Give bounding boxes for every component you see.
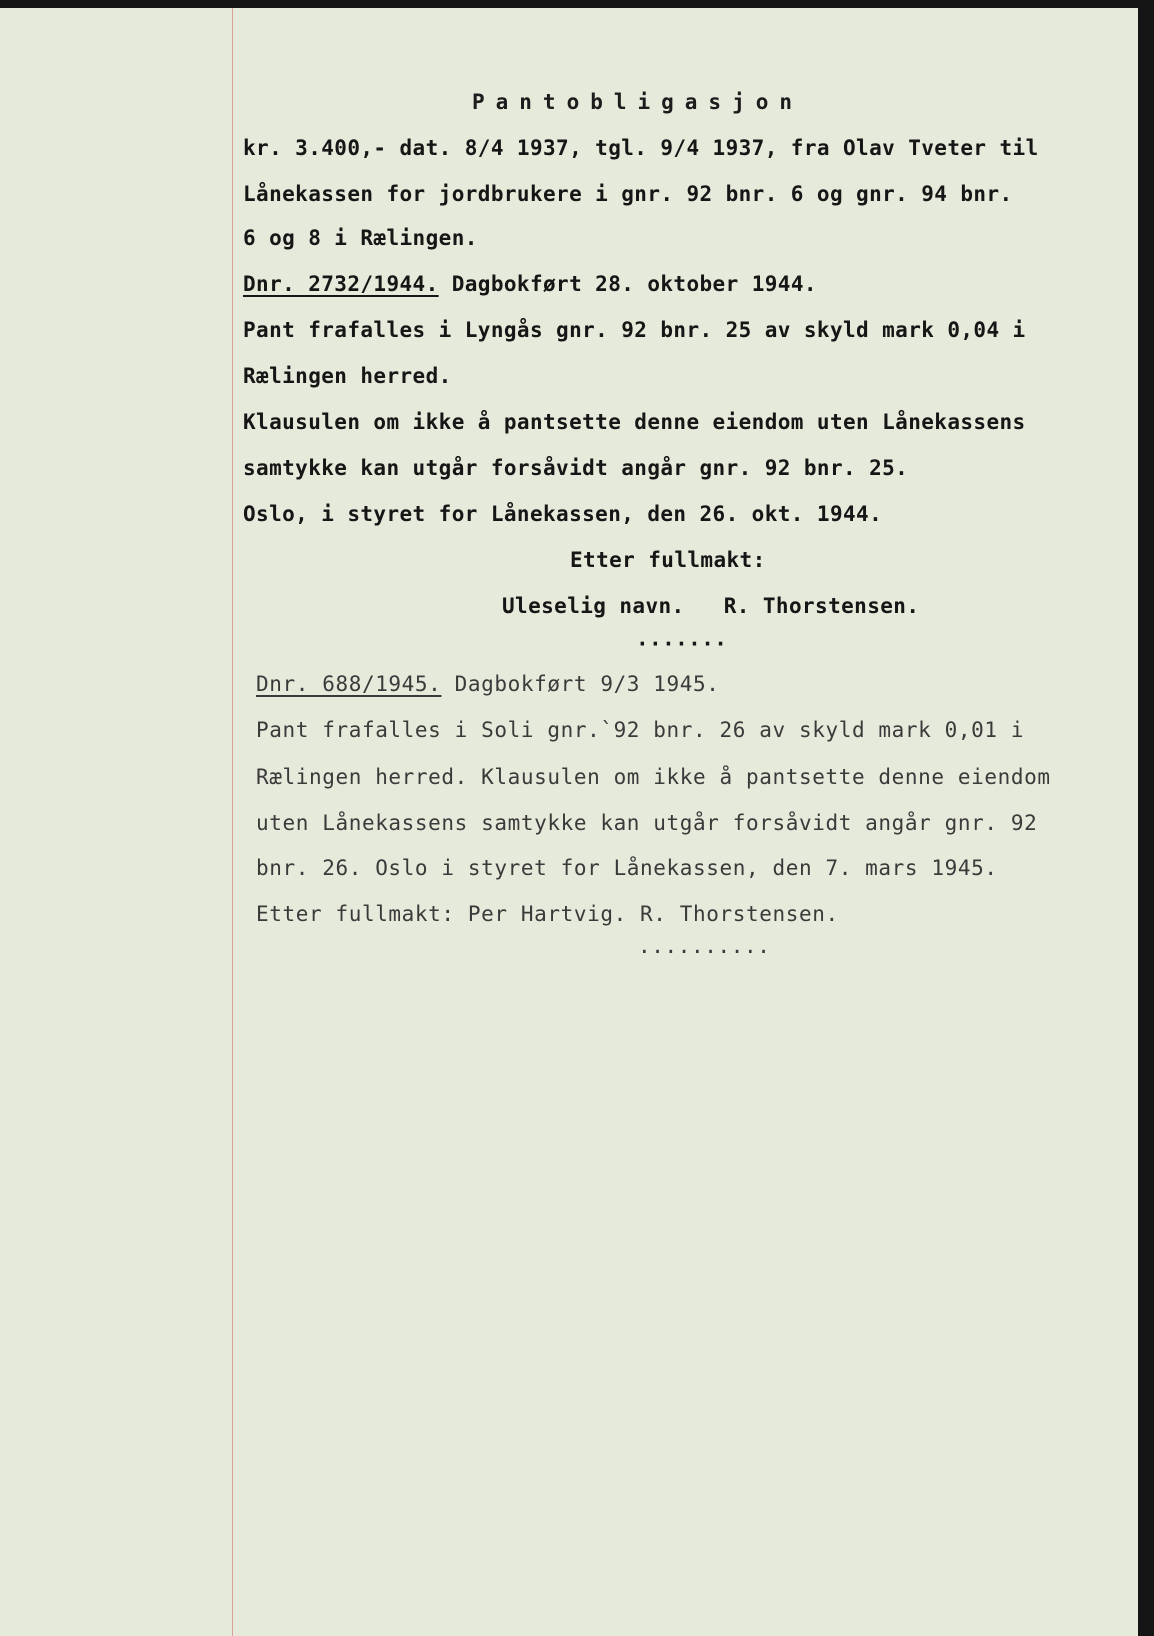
entry1-line-2: Rælingen herred. bbox=[243, 364, 452, 388]
entry1-separator: ······· bbox=[636, 632, 728, 656]
entry1-line-1: Pant frafalles i Lyngås gnr. 92 bnr. 25 av skyld mark 0,04 i bbox=[243, 318, 1026, 342]
block1-line-1: kr. 3.400,- dat. 8/4 1937, tgl. 9/4 1937, fra Olav Tveter til bbox=[243, 136, 1039, 160]
entry1-authority: Etter fullmakt: bbox=[570, 548, 766, 572]
block1-line-3: 6 og 8 i Rælingen. bbox=[243, 226, 478, 250]
entry1-signatures: Uleselig navn. R. Thorstensen. bbox=[502, 594, 920, 618]
block1-line-2: Lånekassen for jordbrukere i gnr. 92 bnr. 6 og gnr. 94 bnr. bbox=[243, 182, 1013, 206]
scan-edge-top bbox=[0, 0, 1154, 8]
document-title: Pantobligasjon bbox=[472, 90, 804, 114]
entry1-line-4: samtykke kan utgår forsåvidt angår gnr. 92 bnr. 25. bbox=[243, 456, 909, 480]
entry2-line-4: bnr. 26. Oslo i styret for Lånekassen, den 7. mars 1945. bbox=[256, 856, 998, 880]
entry1-line-5: Oslo, i styret for Lånekassen, den 26. okt. 1944. bbox=[243, 502, 883, 526]
entry2-line-5: Etter fullmakt: Per Hartvig. R. Thorstensen. bbox=[256, 902, 839, 926]
entry2-header bbox=[256, 672, 720, 696]
entry2-line-2: Rælingen herred. Klausulen om ikke å pantsette denne eiendom bbox=[256, 765, 1051, 789]
entry2-dnr: Dnr. 688/1945. bbox=[256, 672, 442, 696]
scan-edge-right bbox=[1138, 0, 1154, 1636]
entry1-header bbox=[243, 272, 817, 296]
entry1-dnr: Dnr. 2732/1944. bbox=[243, 272, 439, 296]
margin-rule bbox=[232, 8, 233, 1636]
entry2-line-1: Pant frafalles i Soli gnr.`92 bnr. 26 av skyld mark 0,01 i bbox=[256, 718, 1025, 742]
entry1-dagbok: Dagbokført 28. oktober 1944. bbox=[438, 272, 817, 296]
document-page bbox=[0, 8, 1138, 1636]
entry2-line-3: uten Lånekassens samtykke kan utgår forsåvidt angår gnr. 92 bbox=[256, 811, 1038, 835]
entry2-separator: ·········· bbox=[638, 940, 771, 964]
entry1-line-3: Klausulen om ikke å pantsette denne eiendom uten Lånekassens bbox=[243, 410, 1026, 434]
entry2-dagbok: Dagbokført 9/3 1945. bbox=[441, 672, 720, 696]
